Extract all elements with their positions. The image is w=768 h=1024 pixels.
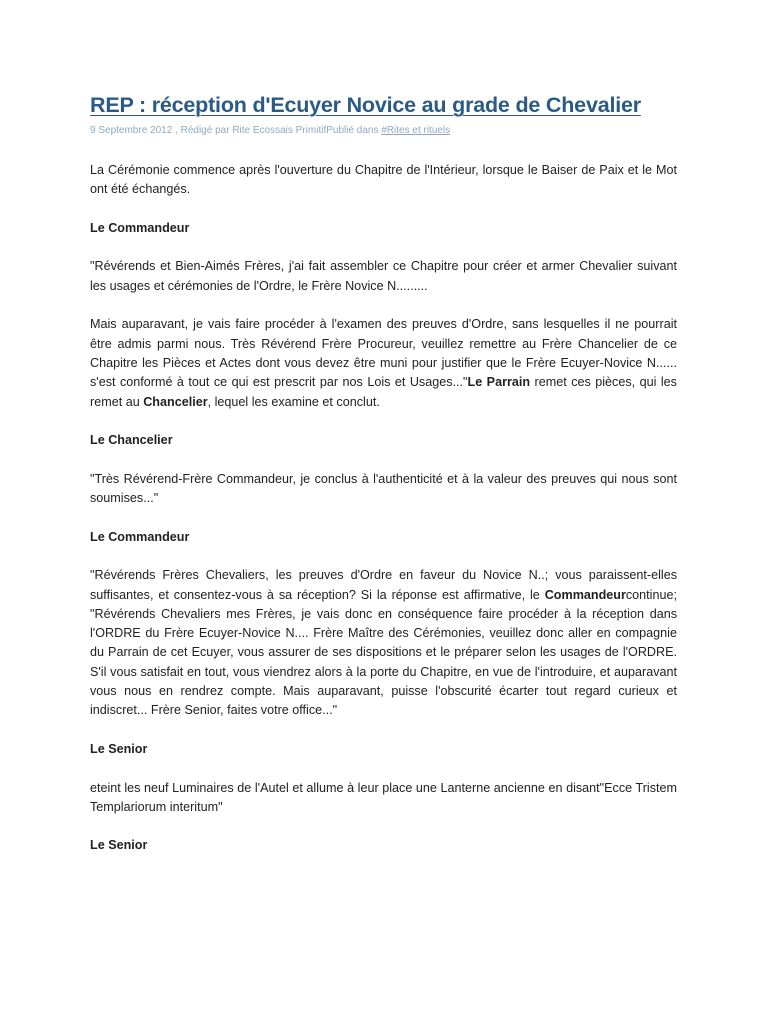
paragraph-text: "Révérends Frères Chevaliers, les preuves d'Ordre en faveur du Novice N..; vous paraissent-elles suffisantes, et consentez-vous à sa réception? Si la réponse est affirmative, le: [90, 568, 677, 602]
section-heading-senior-2: Le Senior: [90, 838, 148, 853]
article-date: 9 Septembre 2012: [90, 125, 173, 136]
bold-chancelier: Chancelier: [143, 394, 208, 409]
paragraph-text: , lequel les examine et conclut.: [207, 394, 380, 409]
paragraph-commandeur-1: "Révérends et Bien-Aimés Frères, j'ai fait assembler ce Chapitre pour créer et armer Chevalier suivant les usages et cérémonies de l'Ordre, le Frère Novice N.........: [90, 259, 677, 293]
section-heading-commandeur-2: Le Commandeur: [90, 529, 190, 544]
article: [90, 88, 677, 856]
bold-parrain: Le Parrain: [467, 375, 531, 390]
intro-paragraph: La Cérémonie commence après l'ouverture du Chapitre de l'Intérieur, lorsque le Baiser de Paix et le Mot ont été échangés.: [90, 163, 677, 197]
paragraph-commandeur-2: [90, 315, 677, 411]
article-meta: [90, 124, 677, 138]
paragraph-text: Mais auparavant, je vais faire procéder à l'examen des preuves d'Ordre, sans lesquelles il ne pourrait être admis parmi nous. Très Révérend Frère Procureur, veuillez remettre au Frère Chancelier de ce Chapitre les Pièces et Actes dont vous devez être muni pour justifier que le Frère Ecuyer-Novice N...... s'est conformé à tout ce qui est prescrit par nos Lois et Usages...": [90, 317, 677, 390]
paragraph-chancelier: "Très Révérend-Frère Commandeur, je conclus à l'authenticité et à la valeur des preuves qui nous sont soumises...": [90, 471, 677, 506]
paragraph-text: continue; "Révérends Chevaliers mes Frères, je vais donc en conséquence faire procéder à la réception dans l'ORDRE du Frère Ecuyer-Novice N.... Frère Maître des Cérémonies, veuillez donc aller en compagnie du Parrain de cet Ecuyer, vous assurer de ses dispositions et le préparer selon les usages de l'ORDRE. S'il vous satisfait en tout, vous viendrez alors à la porte du Chapitre, en vue de l'introduire, et auparavant vous nous en rendrez compte. Mais auparavant, puisse l'obscurité écarter tout regard curieux et indiscret... Frère Senior, faites votre office...": [90, 587, 677, 718]
article-author: , Rédigé par Rite Ecossais PrimitifPublié dans: [172, 125, 382, 136]
section-heading-commandeur: Le Commandeur: [90, 220, 190, 235]
section-heading-senior: Le Senior: [90, 741, 148, 756]
bold-commandeur: Commandeur: [544, 587, 626, 602]
article-title[interactable]: REP : réception d'Ecuyer Novice au grade de Chevalier: [90, 93, 641, 117]
paragraph-commandeur-3: [90, 566, 677, 720]
section-heading-chancelier: Le Chancelier: [90, 433, 173, 448]
paragraph-text: remet ces pièces, qui les remet au: [90, 375, 677, 409]
category-tag-link[interactable]: #Rites et rituels: [381, 125, 451, 136]
paragraph-senior: eteint les neuf Luminaires de l'Autel et allume à leur place une Lanterne ancienne en disant"Ecce Tristem Templariorum interitum": [90, 780, 677, 814]
